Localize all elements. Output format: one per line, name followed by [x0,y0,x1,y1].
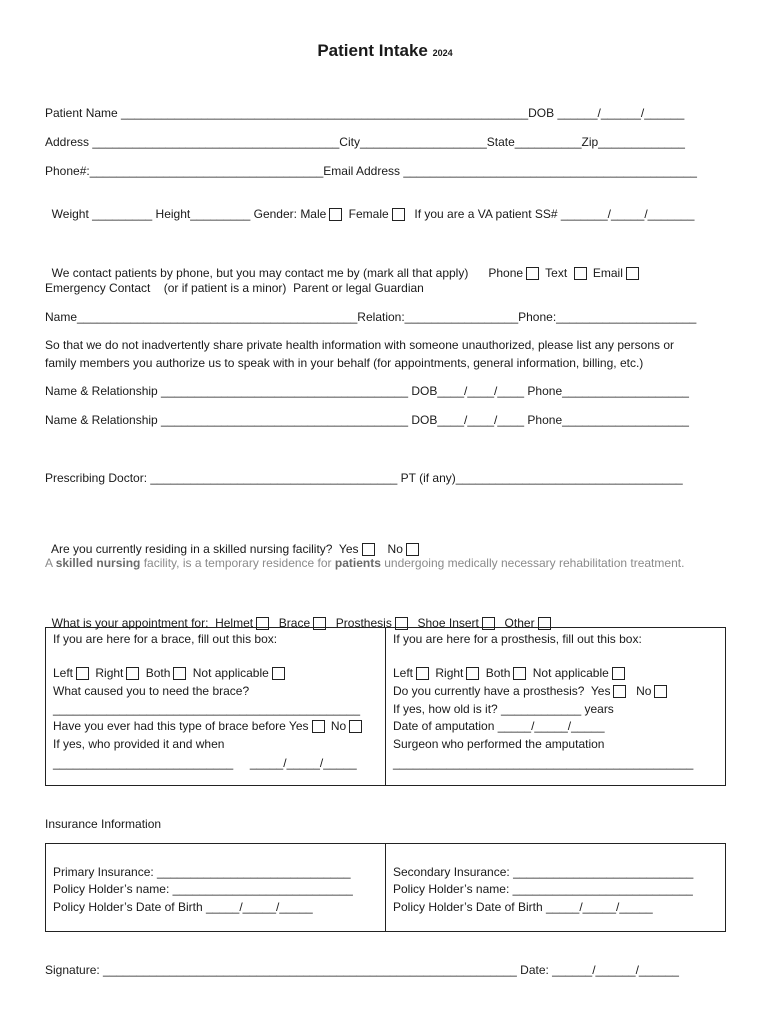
gender-female-checkbox[interactable] [392,208,405,221]
prosthesis-current-no-checkbox[interactable] [654,685,667,698]
weight-height-gender-label: Weight _________ Height_________ Gender: Male [51,207,327,221]
prosthesis-na-label: Not applicable [532,666,609,680]
brace-before-row [53,719,365,733]
brace-na-label: Not applicable [192,666,269,680]
insurance-divider [385,844,386,931]
page-title: Patient Intake 2024 [317,41,453,60]
brace-left-checkbox[interactable] [76,667,89,680]
authorized-person-2-field[interactable]: Name & Relationship _____________________________________ DOB____/____/____ Phone___________________ [45,413,689,427]
brace-right-checkbox[interactable] [126,667,139,680]
brace-heading: If you are here for a brace, fill out this box: [53,632,278,646]
surgeon-field[interactable]: _____________________________________________ [393,756,694,770]
secondary-insurance-field[interactable]: Secondary Insurance: ___________________________ [393,865,694,879]
brace-na-checkbox[interactable] [272,667,285,680]
prosthesis-current-label: Do you currently have a prosthesis? Yes [393,684,611,698]
brace-both-label: Both [145,666,171,680]
prosthesis-current-row [393,684,670,698]
surgeon-label: Surgeon who performed the amputation [393,737,605,751]
appointment-type-row [45,602,554,630]
contact-phone-checkbox[interactable] [526,267,539,280]
patient-name-field[interactable]: Patient Name _____________________________________________________________DOB ______/______/______ [45,106,685,120]
prosthesis-both-label: Both [485,666,511,680]
brace-left-label: Left [53,666,74,680]
snf-question-row [45,528,422,556]
brace-before-no-label: No [330,719,347,733]
skilled-nursing-note: A skilled nursing facility, is a temporary residence for patients undergoing medically necessary rehabilitation treatment. [45,556,685,570]
insurance-box [45,843,726,932]
prosthesis-side-row [393,666,628,680]
brace-cause-label: What caused you to need the brace? [53,684,250,698]
phone-email-field[interactable]: Phone#:___________________________________Email Address ____________________________________________ [45,164,697,178]
primary-holder-dob-field[interactable]: Policy Holder’s Date of Birth _____/_____/_____ [53,900,313,914]
contact-preference-label: We contact patients by phone, but you may contact me by (mark all that apply) [51,266,469,280]
amputation-date-field[interactable]: Date of amputation _____/_____/_____ [393,719,605,733]
brace-provider-field[interactable]: ___________________________ _____/_____/_____ [53,756,357,770]
appt-prosthesis-label: Prosthesis [335,616,392,630]
prosthesis-right-label: Right [435,666,464,680]
contact-email-label: Email [592,266,623,280]
snf-question-label: Are you currently residing in a skilled nursing facility? Yes [51,542,359,556]
prescribing-doctor-field[interactable]: Prescribing Doctor: _____________________________________ PT (if any)__________________________________ [45,471,683,485]
prosthesis-right-checkbox[interactable] [466,667,479,680]
brace-before-label: Have you ever had this type of brace before Yes [53,719,309,733]
contact-preference-row [45,252,642,280]
prosthesis-na-checkbox[interactable] [612,667,625,680]
contact-email-checkbox[interactable] [626,267,639,280]
authorize-text-line-1: So that we do not inadvertently share private health information with someone unauthorized, please list any persons or [45,338,675,352]
prosthesis-heading: If you are here for a prosthesis, fill out this box: [393,632,642,646]
appt-other-label: Other [504,616,535,630]
gender-male-checkbox[interactable] [329,208,342,221]
box-divider [385,628,386,785]
contact-text-checkbox[interactable] [574,267,587,280]
brace-right-label: Right [95,666,124,680]
address-field[interactable]: Address _____________________________________City___________________State__________Zip_____________ [45,135,685,149]
prosthesis-left-checkbox[interactable] [416,667,429,680]
brace-before-no-checkbox[interactable] [349,720,362,733]
brace-cause-field[interactable]: ______________________________________________ [53,702,360,716]
insurance-heading: Insurance Information [45,817,162,831]
secondary-holder-name-field[interactable]: Policy Holder’s name: ___________________________ [393,882,693,896]
title-year: 2024 [432,48,453,58]
secondary-holder-dob-field[interactable]: Policy Holder’s Date of Birth _____/_____/_____ [393,900,653,914]
appt-shoe-insert-label: Shoe Insert [417,616,479,630]
authorized-person-1-field[interactable]: Name & Relationship _____________________________________ DOB____/____/____ Phone___________________ [45,384,689,398]
brace-prosthesis-box [45,627,726,786]
signature-date-field[interactable]: Signature: ______________________________________________________________ Date: ______/______/______ [45,963,679,977]
appointment-type-label: What is your appointment for: Helmet [51,616,254,630]
prosthesis-both-checkbox[interactable] [513,667,526,680]
weight-height-gender-row [45,193,694,221]
gender-female-label: Female [348,207,389,221]
emergency-contact-field[interactable]: Name__________________________________________Relation:_________________Phone:_____________________ [45,310,697,324]
contact-text-label: Text [545,266,568,280]
authorize-text-line-2: family members you authorize us to speak with in your behalf (for appointments, general information, billing, etc.) [45,356,644,370]
contact-phone-label: Phone [488,266,524,280]
brace-before-yes-checkbox[interactable] [312,720,325,733]
appt-brace-label: Brace [278,616,311,630]
prosthesis-age-field[interactable]: If yes, how old is it? ____________ years [393,702,614,716]
prosthesis-current-no-label: No [636,684,652,698]
primary-insurance-field[interactable]: Primary Insurance: _____________________________ [53,865,351,879]
primary-holder-name-field[interactable]: Policy Holder’s name: ___________________________ [53,882,353,896]
prosthesis-left-label: Left [393,666,414,680]
va-ssn-field[interactable]: If you are a VA patient SS# _______/_____/_______ [414,207,695,221]
emergency-contact-label: Emergency Contact (or if patient is a minor) Parent or legal Guardian [45,281,424,295]
prosthesis-current-yes-checkbox[interactable] [613,685,626,698]
brace-provider-label: If yes, who provided it and when [53,737,225,751]
brace-both-checkbox[interactable] [173,667,186,680]
brace-side-row [53,666,288,680]
snf-no-label: No [387,542,403,556]
